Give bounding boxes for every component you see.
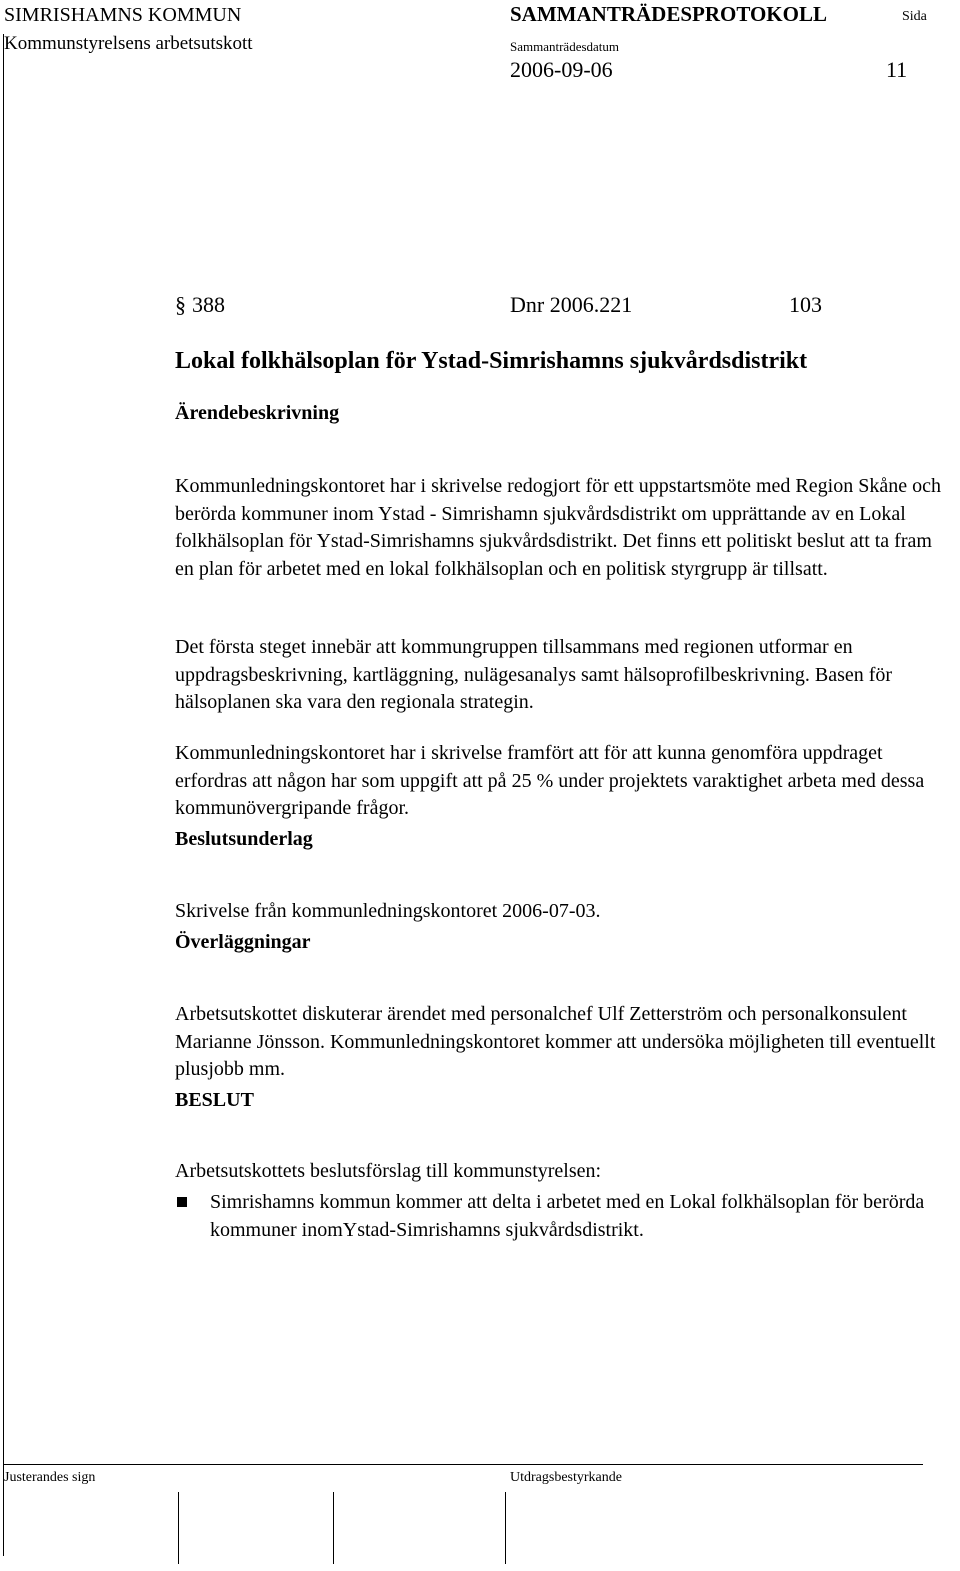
paragraph-1: Kommunledningskontoret har i skrivelse redogjort för ett uppstartsmöte med Region Skåne och berörda kommuner inom Ystad - Simrishamn sjukvårdsdistrikt om upprättande av en Lokal folkhälsoplan för Ystad-Simrishamns sjukvårdsdistrikt. Det finns ett politiskt beslut att ta fram en plan för arbetet med en lokal folkhälsoplan och en politisk styrgrupp är tillsatt. [175, 475, 941, 580]
meeting-date: 2006-09-06 [510, 57, 613, 82]
footer-justerandes-sign: Justerandes sign [4, 1470, 96, 1485]
signature-box-divider [333, 1492, 334, 1564]
heading-arendebeskrivning: Ärendebeskrivning [175, 402, 340, 424]
reference-number: 103 [789, 292, 822, 317]
diary-number: Dnr 2006.221 [510, 292, 633, 317]
footer-rule [3, 1464, 923, 1465]
paragraph-5: Arbetsutskottet diskuterar ärendet med personalchef Ulf Zetterström och personalkonsulent Marianne Jönsson. Kommunledningskontoret kommer att undersöka möjligheten till eventuellt plusjobb mm. [175, 1003, 936, 1080]
organization-name: SIMRISHAMNS KOMMUN [4, 4, 242, 26]
item-title: Lokal folkhälsoplan för Ystad-Simrishamns sjukvårdsdistrikt [175, 348, 808, 374]
paragraph-2: Det första steget innebär att kommungruppen tillsammans med regionen utformar en uppdragsbeskrivning, kartläggning, nulägesanalys samt hälsoprofilbeskrivning. Basen för hälsoplanen ska vara den regionala strategin. [175, 636, 893, 713]
paragraph-3: Kommunledningskontoret har i skrivelse framfört att för att kunna genomföra uppdraget erfordras att någon har som uppgift att på 25 % under projektets varaktighet arbeta med dessa kommunövergripande frågor. [175, 742, 925, 819]
left-margin-rule [3, 34, 4, 1556]
paragraph-4: Skrivelse från kommunledningskontoret 2006-07-03. [175, 900, 601, 922]
section-number: 388 [192, 292, 225, 317]
protocol-title: SAMMANTRÄDESPROTOKOLL [510, 2, 827, 26]
page-number: 11 [886, 57, 908, 82]
page-label: Sida [902, 9, 927, 24]
footer-utdragsbestyrkande: Utdragsbestyrkande [510, 1470, 622, 1485]
heading-beslutsunderlag: Beslutsunderlag [175, 828, 313, 850]
bullet-text: Simrishamns kommun kommer att delta i arbetet med en Lokal folkhälsoplan för berörda kommuner inomYstad-Simrishamns sjukvårdsdistrikt. [210, 1191, 925, 1241]
square-bullet-icon [177, 1197, 187, 1207]
committee-name: Kommunstyrelsens arbetsutskott [4, 33, 253, 54]
paragraph-6: Arbetsutskottets beslutsförslag till kommunstyrelsen: [175, 1160, 602, 1182]
signature-box-divider [178, 1492, 179, 1564]
heading-overlaggningar: Överläggningar [175, 931, 311, 953]
meeting-date-label: Sammanträdesdatum [510, 39, 620, 54]
heading-beslut: BESLUT [175, 1089, 254, 1111]
section-sign: § [175, 292, 186, 317]
signature-box-divider [505, 1492, 506, 1564]
